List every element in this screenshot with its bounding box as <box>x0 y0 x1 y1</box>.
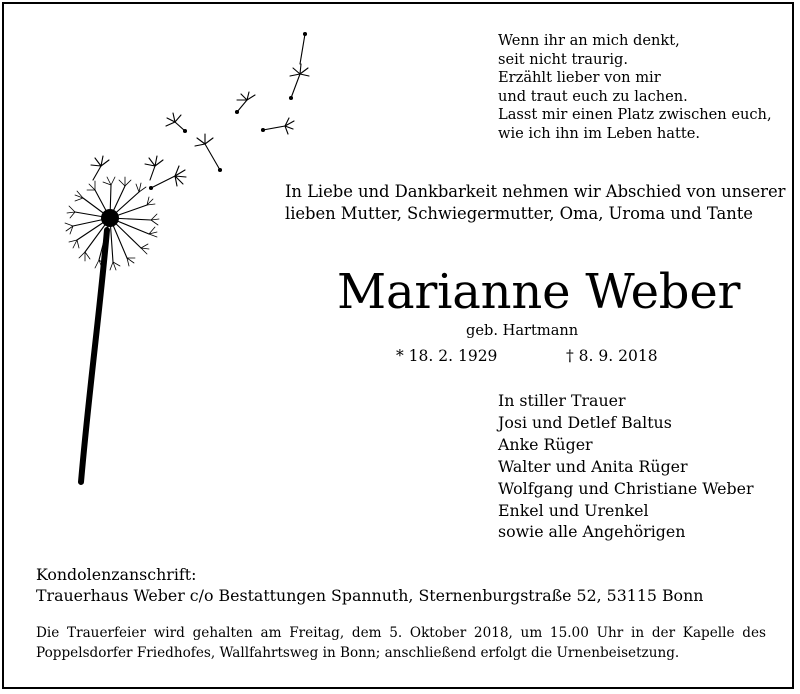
poem-line: Erzählt lieber von mir <box>498 69 661 87</box>
dandelion-icon <box>55 30 335 490</box>
condolence-address <box>36 564 703 606</box>
mourner-line: Josi und Detlef Baltus <box>498 412 672 432</box>
deceased-name: Marianne Weber <box>337 264 741 320</box>
condolence-label: Kondolenzanschrift: <box>36 565 197 584</box>
mourners-list <box>498 390 754 543</box>
intro-line: In Liebe und Dankbarkeit nehmen wir Abschied von unserer <box>285 182 786 201</box>
intro-line: lieben Mutter, Schwiegermutter, Oma, Uroma und Tante <box>285 204 753 223</box>
mourner-line: sowie alle Angehörigen <box>498 522 686 542</box>
intro-text <box>285 181 795 225</box>
mourner-line: Walter und Anita Rüger <box>498 456 688 476</box>
poem-line: wie ich ihn im Leben hatte. <box>498 124 701 142</box>
poem <box>498 32 788 144</box>
death-date: † 8. 9. 2018 <box>566 347 658 365</box>
poem-line: seit nicht traurig. <box>498 50 629 68</box>
poem-line: und traut euch zu lachen. <box>498 87 688 105</box>
poem-line: Wenn ihr an mich denkt, <box>498 32 680 49</box>
condolence-address-line: Trauerhaus Weber c/o Bestattungen Spannuth, Sternenburgstraße 52, 53115 Bonn <box>36 586 704 605</box>
service-info: Die Trauerfeier wird gehalten am Freitag, dem 5. Oktober 2018, um 15.00 Uhr in der Kapelle des Poppelsdorfer Friedhofes, Wallfahrtsweg in Bonn; anschließend erfolgt die Urnenbeisetzung. <box>36 625 766 661</box>
birth-date: * 18. 2. 1929 <box>396 347 498 365</box>
mourner-line: In stiller Trauer <box>498 391 626 410</box>
born-name: geb. Hartmann <box>466 322 579 339</box>
mourner-line: Anke Rüger <box>498 434 593 454</box>
mourner-line: Enkel und Urenkel <box>498 500 649 520</box>
poem-line: Lasst mir einen Platz zwischen euch, <box>498 106 772 124</box>
mourner-line: Wolfgang und Christiane Weber <box>498 478 754 498</box>
